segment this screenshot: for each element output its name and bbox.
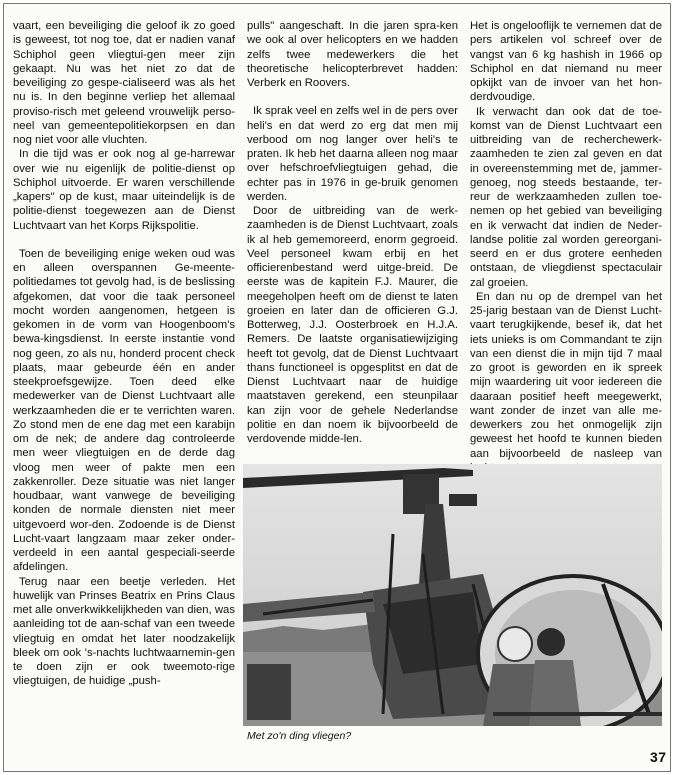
paragraph: En dan nu op de drempel van het 25-jarig bestaan van de Dienst Lucht-vaart terugkijkende, besef ik, dat het iets unieks is om Commandant te zijn van een dienst die in mijn tijd 7 maal zo groot is geworden en ik spreek mijn waardering uit voor iedereen die daaraan positief heeft meegewerkt, want zonder de inzet van alle me-dewerkers zou het onmogelijk zijn geweest het hoofd te kunnen bieden aan bijvoorbeeld de nasleep van bbox=[470, 290, 662, 460]
page-number: 37 bbox=[650, 749, 667, 765]
text-column-left bbox=[13, 19, 235, 689]
paragraph: Terug naar een beetje verleden. Het huwelijk van Prinses Beatrix en Prins Claus met alle onverkwikkelijkheden van dien, was aanleiding tot de aan-schaf van een tweede vliegtuig en omdat het later noodzakelijk bleek om ook 's-nachts luchtwaarnemin-gen te doen zijn er ook tweemoto-rige vliegtuigen, de huidige „push- bbox=[13, 575, 235, 688]
paragraph: Ik sprak veel en zelfs wel in de pers over heli's en dat werd zo erg dat men mij verbood om nog langer over heli's te praten. Ik heb het daarna alleen nog maar over hefschroefvliegtuigen gehad, die echter pas in 1976 in ge-bruik genomen werden. bbox=[247, 105, 458, 203]
photo-caption: Met zo'n ding vliegen? bbox=[247, 730, 352, 742]
paragraph: Toen de beveiliging enige weken oud was en alleen overspannen Ge-meente-politiedames tot gevolg had, is de beslissing afgekomen, dat voor die taak personeel mocht worden aangenomen, hetgeen is gekomen in de vorm van Hoogenboom's bewa-kingsdienst. In eerste instantie vond nog geen, zo als nu, honderd procent check plaats, maar gebeurde één en ander steekproefsgewijze. Toen deed elke medewerker van de Dienst Luchtvaart alle werkzaamheden die er te verrichten waren. Zo stond men de ene dag met een karabijn om de nek; de andere dag controleerde men weer vliegtuigen en de derde dag vloog men weer of pakte men een zakkenroller. Deze situatie was niet langer houdbaar, want vanwege de beveiliging konden de normale diensten niet meer uitgevoerd wor-den. Zodoende is de Dienst Lucht-vaart langzaam maar zeker onder-verdeeld in een aantal gespeciali-seerde afdelingen. bbox=[13, 247, 235, 574]
paragraph: vaart, een beveiliging die geloof ik zo goed is geweest, tot nog toe, dat er nadien vanaf Schiphol geen vliegtui-gen meer zijn gekaapt. Nu was het niet zo dat de beveiliging zo gespe-cialiseerd was als het nu is. In den beginne verliep het allemaal proviso-risch met geleend vrouwelijk perso-neel van gemeentepolitiekorpsen en dan nog niet voor alle vluchten. bbox=[13, 20, 235, 146]
paragraph: pulls" aangeschaft. In die jaren spra-ken we ook al over helicopters en we hadden zelfs twee medewerkers die het theoretische helicopterbrevet hadden: Verberk en Roovers. bbox=[247, 20, 458, 89]
paragraph: Door de uitbreiding van de werk-zaamheden is de Dienst Luchtvaart, zoals ik al heb gememoreerd, enorm gegroeid. Veel personeel kwam erbij en het officierenbestand werd uitge-breid. De eerste was de kapitein F.J. Maurer, die meegeholpen heeft om de dienst te laten groeien en later dan de officieren G.J. Botterweg, J.J. Oosterbroek en H.J.A. Remers. De laatste organisatiewijziging heeft tot gevolg, dat de Dienst Luchtvaart thans functioneel is opgesplitst en dat de Dienst Luchtvaart naar de huidige maatstaven gerekend, een steunpilaar kan zijn voor de gehele Nederlandse politie en dan noem ik bijvoorbeeld de verdovende midde-len. bbox=[247, 205, 458, 445]
paragraph: In die tijd was er ook nog al ge-harrewar over wie nu eigenlijk de politie-dienst op Schiphol uitvoerde. Er waren verschillende „kapers" op de kust, maar uiteindelijk is de politie-dienst toegewezen aan de Dienst Luchtvaart van het Korps Rijkspolitie. bbox=[13, 148, 235, 232]
magazine-page bbox=[3, 3, 671, 772]
text-column-middle bbox=[247, 19, 458, 446]
paragraph: Het is ongelooflijk te vernemen dat de pers artikelen vol schreef over de vangst van 6 kg hashish in 1966 op Schiphol en dat niemand nu meer opkijkt van de invoer van het hon-derdvoudige. bbox=[470, 20, 662, 104]
text-column-right bbox=[470, 19, 662, 475]
paragraph: Ik verwacht dan ook dat de toe-komst van de Dienst Luchtvaart een uitbreiding van de recherchewerk-zaamheden te zien zal geven en dat in overeenstemming met de, jammer-genoeg, nog steeds bestaande, ter-reur de werkzaamheden zullen toe-nemen op het gebied van beveiliging en ik verwacht dat indien de Neder-landse politie zal worden gereorgani-seerd en er dus grotere eenheden ontstaan, de vliegdienst spectaculair zal groeien. bbox=[470, 105, 662, 289]
helicopter-photo bbox=[243, 464, 662, 726]
helicopter-photo-image bbox=[243, 464, 662, 726]
